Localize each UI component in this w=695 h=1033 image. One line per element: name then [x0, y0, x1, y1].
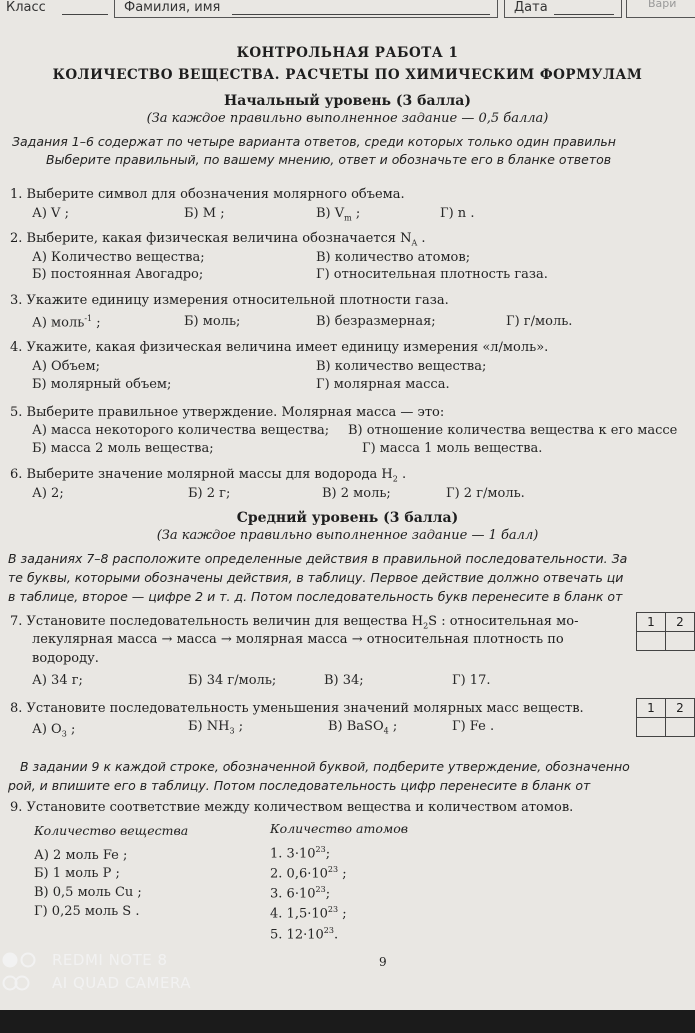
- q9-r3-tail: ;: [325, 886, 331, 902]
- q5-option-d: Г) масса 1 моль вещества.: [362, 441, 543, 456]
- question-4: 4. Укажите, какая физическая величина имеет единицу измерения «л/моль».: [10, 340, 549, 355]
- q7-option-b: Б) 34 г/моль;: [188, 673, 277, 688]
- q7-option-d: Г) 17.: [452, 673, 491, 688]
- q7-table-header-2: 2: [665, 612, 695, 632]
- date-label: Дата: [514, 0, 548, 15]
- question-5: 5. Выберите правильное утверждение. Молярная масса — это:: [10, 405, 445, 420]
- q3a-sup: -1: [84, 314, 93, 323]
- question-8: 8. Установите последовательность уменьшения значений молярных масс веществ.: [10, 701, 584, 716]
- watermark-model: REDMI NOTE 8: [52, 951, 168, 969]
- medium-instruction-4: В задании 9 к каждой строке, обозначенной буквой, подберите утверждение, обозначенно: [20, 759, 630, 774]
- q9-right-item-5: [270, 926, 338, 942]
- q2-option-d: Г) относительная плотность газа.: [316, 267, 548, 282]
- q1c-post: ;: [351, 206, 361, 221]
- q6-option-b: Б) 2 г;: [188, 486, 231, 501]
- q7-text: 7. Установите последовательность величин для вещества H: [10, 614, 424, 629]
- q6-sub: 2: [392, 474, 398, 484]
- q9-r5-num: 5.: [270, 927, 283, 943]
- medium-instruction-3: в таблице, второе — цифре 2 и т. д. Потом последовательность букв перенесите в бланк от: [8, 589, 623, 604]
- q9-right-item-3: [270, 885, 330, 901]
- q8b-sub: 3: [229, 726, 235, 736]
- q5-option-c: В) отношение количества вещества к его массе: [348, 423, 678, 438]
- q9-right-item-4: [270, 905, 347, 921]
- class-field-line: [62, 14, 108, 15]
- q6-option-a: А) 2;: [32, 486, 64, 501]
- q2-option-a: А) Количество вещества;: [32, 250, 205, 265]
- q1c-sub: m: [344, 213, 352, 223]
- q8b-text: Б) NH: [188, 719, 230, 734]
- q9-r5-tail: .: [333, 927, 339, 943]
- q7-table-header-1: 1: [636, 612, 666, 632]
- q9-r4-tail: ;: [338, 906, 347, 922]
- q8-option-c: [328, 719, 397, 736]
- class-label: Класс: [6, 0, 46, 15]
- q9-left-header: Количество вещества: [34, 823, 189, 838]
- q9-r1-exp: 23: [315, 845, 326, 854]
- q7-answer-cell-1[interactable]: [636, 631, 666, 651]
- q8a-text: А) O: [32, 722, 62, 737]
- question-7-line-2: лекулярная масса → масса → молярная масса → относительная плотность по: [32, 632, 564, 647]
- q9-r5-exp: 23: [323, 926, 334, 935]
- question-6: [10, 467, 406, 484]
- q9-right-item-1: [270, 845, 330, 861]
- q6-option-d: Г) 2 г/моль.: [446, 486, 525, 501]
- q8a-post: ;: [66, 722, 76, 737]
- q8c-sub: 4: [383, 726, 389, 736]
- q8-answer-cell-1[interactable]: [636, 717, 666, 737]
- question-3: 3. Укажите единицу измерения относительной плотности газа.: [10, 293, 449, 308]
- q4-option-c: В) количество вещества;: [316, 359, 487, 374]
- q9-r3-num: 3.: [270, 886, 283, 902]
- name-label: Фамилия, имя: [124, 0, 221, 15]
- q6-post: .: [397, 467, 407, 482]
- q7-answer-cell-2[interactable]: [665, 631, 695, 651]
- q9-r4-num: 4.: [270, 906, 283, 922]
- q5-option-a: А) масса некоторого количества вещества;: [32, 423, 330, 438]
- basic-level-heading: Начальный уровень (3 балла): [224, 93, 471, 109]
- q6-text: 6. Выберите значение молярной массы для водорода H: [10, 467, 393, 482]
- q7-text-post: S : относительная мо-: [428, 614, 579, 629]
- q1-option-b: Б) M ;: [184, 206, 225, 221]
- page-number: 9: [379, 955, 387, 969]
- q2-text: 2. Выберите, какая физическая величина обозначается N: [10, 231, 412, 246]
- q9-r1-tail: ;: [325, 846, 331, 862]
- q9-r3-base: 6·10: [286, 886, 316, 902]
- q7-option-c: В) 34;: [324, 673, 364, 688]
- question-7-line-3: водороду.: [32, 651, 99, 666]
- q9-r5-base: 12·10: [286, 927, 324, 943]
- question-1: 1. Выберите символ для обозначения молярного объема.: [10, 187, 405, 202]
- q4-option-b: Б) молярный объем;: [32, 377, 172, 392]
- topic-title: КОЛИЧЕСТВО ВЕЩЕСТВА. РАСЧЕТЫ ПО ХИМИЧЕСКИМ ФОРМУЛАМ: [52, 67, 643, 83]
- q5-option-b: Б) масса 2 моль вещества;: [32, 441, 214, 456]
- q9-r2-num: 2.: [270, 866, 283, 882]
- q9-left-item-b: Б) 1 моль P ;: [34, 866, 120, 881]
- q8a-sub: 3: [61, 729, 67, 739]
- question-7: [10, 614, 578, 631]
- q8-table-header-2: 2: [665, 698, 695, 718]
- q7-option-a: А) 34 г;: [32, 673, 83, 688]
- q9-left-item-d: Г) 0,25 моль S .: [34, 904, 140, 919]
- q9-r1-base: 3·10: [286, 846, 316, 862]
- date-field-line: [554, 14, 614, 15]
- basic-level-note: (За каждое правильно выполненное задание — 0,5 балла): [146, 111, 549, 126]
- question-2: [10, 231, 426, 248]
- q8-option-a: [32, 722, 75, 739]
- q8b-post: ;: [234, 719, 244, 734]
- q6-option-c: В) 2 моль;: [322, 486, 391, 501]
- q8-option-b: [188, 719, 243, 736]
- q9-right-header: Количество атомов: [270, 821, 409, 836]
- q3-option-a: [32, 314, 101, 330]
- basic-instruction-2: Выберите правильный, по вашему мнению, ответ и обозначьте его в бланке ответов: [46, 152, 612, 167]
- q9-r2-base: 0,6·10: [286, 866, 328, 882]
- medium-level-note: (За каждое правильно выполненное задание — 1 балл): [156, 528, 539, 543]
- q9-left-item-a: А) 2 моль Fe ;: [34, 848, 128, 863]
- q3-option-b: Б) моль;: [184, 314, 241, 329]
- medium-instruction-2: те буквы, которыми обозначены действия, в таблицу. Первое действие должно отвечать ци: [8, 570, 624, 585]
- q1-option-c: [316, 206, 360, 223]
- q2-option-c: В) количество атомов;: [316, 250, 471, 265]
- q8-table-header-1: 1: [636, 698, 666, 718]
- medium-instruction-1: В заданиях 7–8 расположите определенные действия в правильной последовательности. За: [8, 551, 628, 566]
- q7-sub: 2: [423, 621, 429, 631]
- q3a-text: А) моль: [32, 315, 85, 331]
- q3-option-d: Г) г/моль.: [506, 314, 573, 329]
- q3-option-c: В) безразмерная;: [316, 314, 436, 329]
- q1-option-d: Г) n .: [440, 206, 475, 221]
- q9-r2-tail: ;: [338, 866, 347, 882]
- camera-dots-icon: [1, 951, 41, 995]
- q2-option-b: Б) постоянная Авогадро;: [32, 267, 204, 282]
- work-title: КОНТРОЛЬНАЯ РАБОТА 1: [236, 45, 459, 61]
- medium-instruction-5: рой, и впишите его в таблицу. Потом последовательность цифр перенесите в бланк от: [8, 778, 591, 793]
- question-9: 9. Установите соответствие между количеством вещества и количеством атомов.: [10, 800, 574, 815]
- watermark-camera: AI QUAD CAMERA: [52, 974, 192, 992]
- q9-right-item-2: [270, 865, 347, 881]
- q2-sub: A: [411, 238, 418, 248]
- medium-level-heading: Средний уровень (3 балла): [236, 510, 459, 526]
- variant-label: Вари: [648, 0, 677, 10]
- q4-option-a: А) Объем;: [32, 359, 100, 374]
- q9-r4-exp: 23: [327, 905, 339, 914]
- q9-r2-exp: 23: [327, 865, 339, 874]
- q9-r1-num: 1.: [270, 846, 283, 862]
- q8c-post: ;: [388, 719, 398, 734]
- q1c-text: В) V: [316, 206, 345, 221]
- q1-option-a: А) V ;: [32, 206, 69, 221]
- q9-r3-exp: 23: [315, 885, 326, 894]
- q9-r4-base: 1,5·10: [286, 906, 328, 922]
- q9-left-item-c: В) 0,5 моль Cu ;: [34, 885, 142, 900]
- q4-option-d: Г) молярная масса.: [316, 377, 450, 392]
- q8-option-d: Г) Fe .: [452, 719, 495, 734]
- name-field-line: [232, 14, 490, 15]
- q2-post: .: [417, 231, 426, 246]
- q8-answer-cell-2[interactable]: [665, 717, 695, 737]
- q3a-post: ;: [92, 315, 101, 331]
- basic-instruction-1: Задания 1–6 содержат по четыре варианта ответов, среди которых только один правильн: [12, 134, 616, 149]
- q8c-text: В) BaSO: [328, 719, 384, 734]
